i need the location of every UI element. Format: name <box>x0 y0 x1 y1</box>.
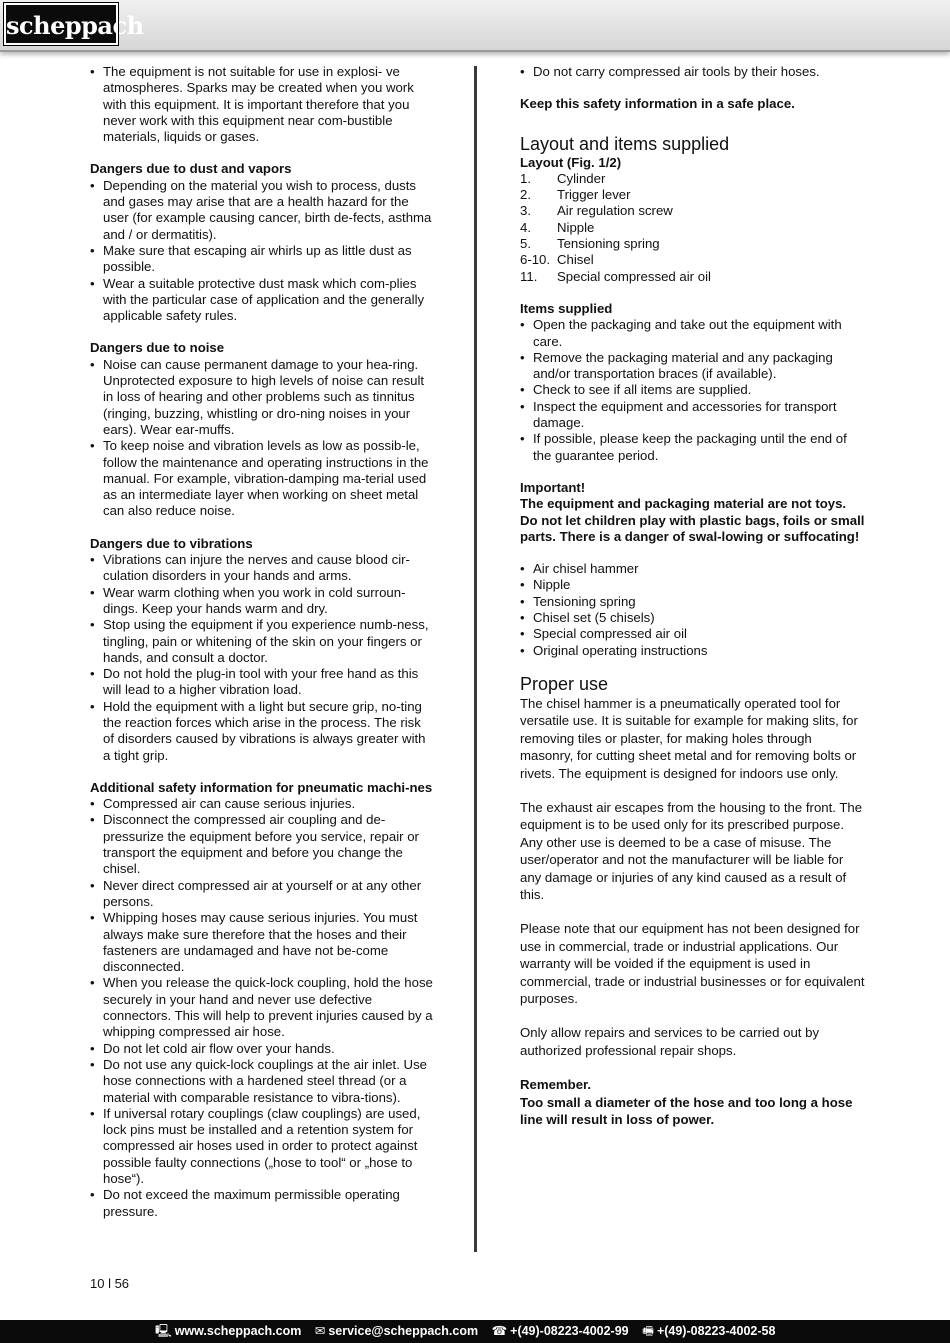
computer-icon: 🖳 <box>155 1324 172 1338</box>
item-label: Tensioning spring <box>557 236 660 252</box>
list-item: • Remove the packaging material and any packaging and/or transportation braces (if available). <box>520 350 865 383</box>
footer-email-link[interactable]: service@scheppach.com <box>328 1324 479 1338</box>
list-item: • If universal rotary couplings (claw couplings) are used, lock pins must be installed and a retention system for compressed air hoses used in order to protect against possible faulty connections („hose to tool“ or „hose to hose“). <box>90 1106 435 1187</box>
contents-bullet-list <box>520 561 865 659</box>
item-label: Chisel <box>557 252 594 268</box>
list-item: • Make sure that escaping air whirls up as little dust as possible. <box>90 243 435 276</box>
layout-section-title: Layout and items supplied <box>520 133 730 154</box>
list-item: • Nipple <box>520 577 865 593</box>
list-item: • If possible, please keep the packaging until the end of the guarantee period. <box>520 431 865 464</box>
remember-note: Too small a diameter of the hose and too long a hose line will result in loss of power. <box>520 1094 853 1128</box>
item-label: Cylinder <box>557 170 606 186</box>
item-label: Nipple <box>557 219 595 235</box>
list-item <box>520 187 865 203</box>
fax-icon: 🖷 <box>642 1324 654 1338</box>
left-column <box>90 64 435 1220</box>
item-number: 5. <box>520 236 531 252</box>
item-number: 6-10. <box>520 252 551 268</box>
list-item: • When you release the quick-lock coupling, hold the hose securely in your hand and never use defective connectors. This will help to prevent injuries caused by a whipping compressed air hose. <box>90 975 435 1040</box>
items-supplied-heading: Items supplied <box>520 300 613 316</box>
vibrations-bullet-list <box>90 552 435 764</box>
list-item: • Do not use any quick-lock couplings at the air inlet. Use hose connections with a hardened steel thread (or a material with comparable resistance to vibra-tions). <box>90 1057 435 1106</box>
list-item: • Stop using the equipment if you experience numb-ness, tingling, pain or whitening of the skin on your fingers or hands, and consult a doctor. <box>90 617 435 666</box>
list-item: • Vibrations can injure the nerves and cause blood cir-culation disorders in your hands and arms. <box>90 552 435 585</box>
list-item <box>520 236 865 252</box>
list-item <box>520 220 865 236</box>
proper-use-paragraph: Only allow repairs and services to be carried out by authorized professional repair shops. <box>520 1025 820 1058</box>
list-item <box>520 252 865 268</box>
list-item <box>520 171 865 187</box>
item-number: 3. <box>520 203 531 219</box>
item-label: Special compressed air oil <box>557 268 711 284</box>
list-item: • Inspect the equipment and accessories for transport damage. <box>520 399 865 432</box>
page-number: 10 l 56 <box>90 1276 130 1291</box>
column-divider <box>474 66 477 1252</box>
proper-use-paragraph: The chisel hammer is a pneumatically operated tool for versatile use. It is suitable for example for making slits, for removing tiles or plaster, for making holes through masonry, for cutting sheet metal and for removing bolts or rivets. The equipment is designed for indoors use only. <box>520 695 858 781</box>
top-bullet-list <box>520 64 865 80</box>
proper-use-paragraph: Please note that our equipment has not been designed for use in commercial, trade or industrial applications. Our warranty will be voided if the equipment is used in commercial, trade or industrial businesses or for equivalent purposes. <box>520 921 865 1006</box>
phone-icon: ☎ <box>491 1324 508 1338</box>
footer-phone-number: +(49)-08223-4002-99 <box>510 1324 629 1338</box>
intro-bullet-list <box>90 64 435 145</box>
list-item: • Open the packaging and take out the equipment with care. <box>520 317 865 350</box>
item-label: Air regulation screw <box>557 203 673 219</box>
list-item: • Disconnect the compressed air coupling and de-pressurize the equipment before you service, repair or transport the equipment and before you change the chisel. <box>90 812 435 877</box>
list-item: • Noise can cause permanent damage to your hea-ring. Unprotected exposure to high levels of noise can result in loss of hearing and other problems such as tinnitus (ringing, buzzing, whistling or dro-ning noises in your ears). Wear ear-muffs. <box>90 357 435 438</box>
list-item <box>520 269 865 285</box>
list-item: • Tensioning spring <box>520 594 865 610</box>
list-item: • Wear warm clothing when you work in cold surroun-dings. Keep your hands warm and dry. <box>90 585 435 618</box>
list-item: • Check to see if all items are supplied. <box>520 382 865 398</box>
item-number: 1. <box>520 170 531 186</box>
remember-heading: Remember. <box>520 1077 592 1093</box>
dust-heading: Dangers due to dust and vapors <box>90 161 292 177</box>
list-item: • Whipping hoses may cause serious injuries. You must always make sure therefore that the hoses and their fasteners are undamaged and have not be-come disconnected. <box>90 910 435 975</box>
header-band <box>0 0 950 52</box>
layout-parts-list <box>520 171 865 285</box>
vibrations-heading: Dangers due to vibrations <box>90 535 253 551</box>
list-item: • Depending on the material you wish to process, dusts and gases may arise that are a health hazard for the user (for example causing cancer, birth de-fects, asthma and / or dermatitis). <box>90 178 435 243</box>
proper-use-title: Proper use <box>520 673 609 694</box>
footer-bar <box>0 1320 950 1343</box>
item-label: Trigger lever <box>557 187 631 203</box>
list-item: • Do not let cold air flow over your hands. <box>90 1041 435 1057</box>
list-item <box>520 203 865 219</box>
scheppach-logo: scheppach <box>4 3 118 45</box>
noise-bullet-list <box>90 357 435 520</box>
item-number: 2. <box>520 187 531 203</box>
list-item: • To keep noise and vibration levels as low as possib-le, follow the maintenance and operating instructions in the manual. For example, vibration-damping ma-terial used as an intermediate layer when working on sheet metal can also reduce noise. <box>90 438 435 519</box>
noise-heading: Dangers due to noise <box>90 340 225 356</box>
list-item: • Compressed air can cause serious injuries. <box>90 796 435 812</box>
list-item: • Hold the equipment with a light but secure grip, no-ting the reaction forces which arise in the process. The risk of disorders caused by vibrations is always greater with a tight grip. <box>90 699 435 764</box>
footer-website-link[interactable]: www.scheppach.com <box>174 1324 302 1338</box>
list-item: • Do not carry compressed air tools by their hoses. <box>520 64 865 80</box>
list-item: • Original operating instructions <box>520 643 865 659</box>
right-column <box>520 64 865 1128</box>
list-item: • Chisel set (5 chisels) <box>520 610 865 626</box>
keep-info-note: Keep this safety information in a safe place. <box>520 96 795 112</box>
dust-bullet-list <box>90 178 435 325</box>
proper-use-paragraph: The exhaust air escapes from the housing to the front. The equipment is to be used only for its prescribed purpose. Any other use is deemed to be a case of misuse. The user/operator and not the manufacturer will be liable for any damage or injuries of any kind caused as a result of this. <box>520 799 863 902</box>
list-item: • The equipment is not suitable for use in explosi- ve atmospheres. Sparks may be created when you work with this equipment. It is important therefore that you never work with this equipment near com-bustible materials, liquids or gases. <box>90 64 435 145</box>
important-heading: Important! <box>520 479 586 495</box>
pneumatic-bullet-list <box>90 796 435 1220</box>
layout-subheading: Layout (Fig. 1/2) <box>520 154 622 170</box>
item-number: 11. <box>520 268 538 284</box>
items-supplied-bullet-list <box>520 317 865 464</box>
list-item: • Do not hold the plug-in tool with your free hand as this will lead to a higher vibration load. <box>90 666 435 699</box>
list-item: • Wear a suitable protective dust mask which com-plies with the particular case of application and the generally applicable safety rules. <box>90 276 435 325</box>
list-item: • Air chisel hammer <box>520 561 865 577</box>
footer-fax-number: +(49)-08223-4002-58 <box>656 1324 776 1338</box>
pneumatic-heading: Additional safety information for pneumatic machi-nes <box>90 779 433 795</box>
list-item: • Never direct compressed air at yourself or at any other persons. <box>90 878 435 911</box>
list-item: • Special compressed air oil <box>520 626 865 642</box>
important-warning: The equipment and packaging material are not toys. Do not let children play with plastic bags, foils or small parts. There is a danger of swal-lowing or suffocating! <box>520 496 865 544</box>
item-number: 4. <box>520 219 531 235</box>
mail-icon: ✉ <box>314 1324 326 1338</box>
list-item: • Do not exceed the maximum permissible operating pressure. <box>90 1187 435 1220</box>
